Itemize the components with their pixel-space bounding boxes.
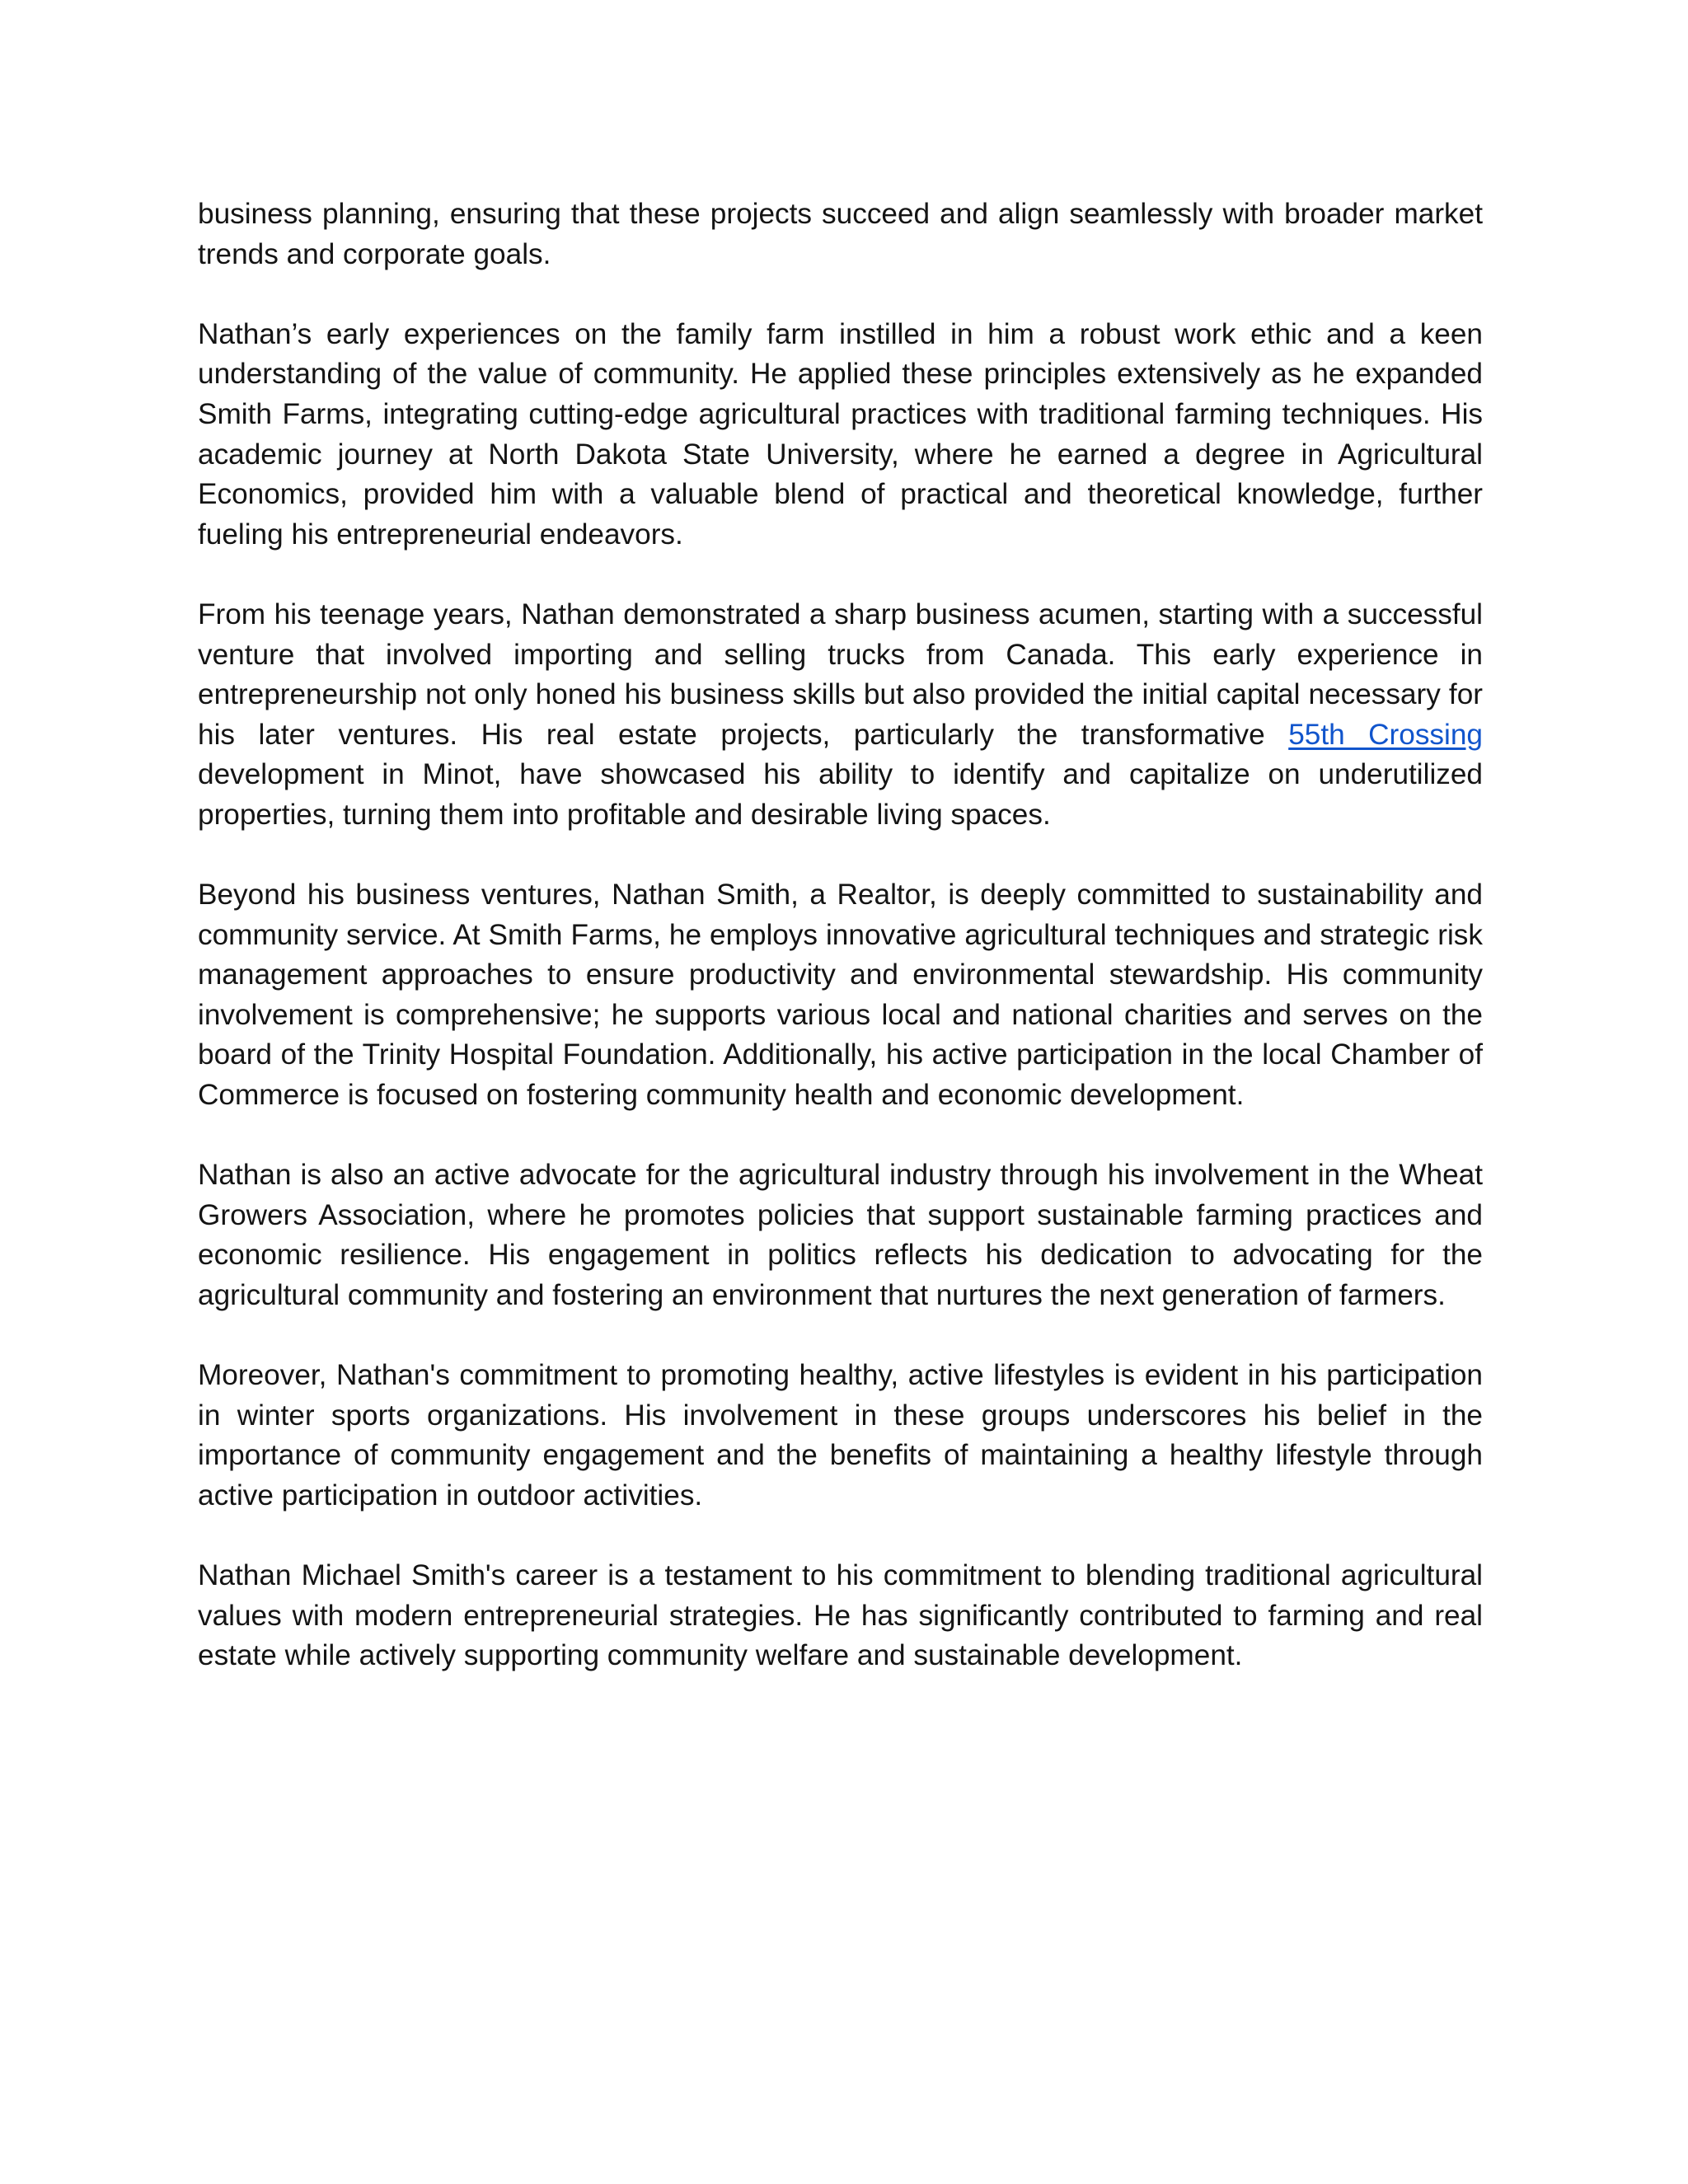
paragraph-career-summary: Nathan Michael Smith's career is a testament to his commitment to blending traditional agricultural values with modern entrepreneurial strategies. He has significantly contributed to farming and real estate while actively supporting community welfare and sustainable development. [198,1559,1483,1672]
paragraph-active-lifestyles: Moreover, Nathan's commitment to promoting healthy, active lifestyles is evident in his participation in winter sports organizations. His involvement in these groups underscores his belief in the importance of community engagement and the benefits of maintaining a healthy lifestyle through active participation in outdoor activities. [198,1359,1483,1511]
paragraph-business-acumen-text-end: development in Minot, have showcased his ability to identify and capitalize on underutilized properties, turning them into profitable and desirable living spaces. [198,758,1483,831]
paragraph-early-experiences: Nathan’s early experiences on the family farm instilled in him a robust work ethic and a keen understanding of the value of community. He applied these principles extensively as he expanded Smith Farms, integrating cutting-edge agricultural practices with traditional farming techniques. His academic journey at North Dakota State University, where he earned a degree in Agricultural Economics, provided him with a valuable blend of practical and theoretical knowledge, further fueling his entrepreneurial endeavors. [198,317,1483,551]
paragraph-sustainability-community: Beyond his business ventures, Nathan Smith, a Realtor, is deeply committed to sustainability and community service. At Smith Farms, he employs innovative agricultural techniques and strategic risk management approaches to ensure productivity and environmental stewardship. His community involvement is comprehensive; he supports various local and national charities and serves on the board of the Trinity Hospital Foundation. Additionally, his active participation in the local Chamber of Commerce is focused on fostering community health and economic development. [198,879,1483,1112]
paragraph-agricultural-advocacy: Nathan is also an active advocate for the agricultural industry through his involvement in the Wheat Growers Association, where he promotes policies that support sustainable farming practices and economic resilience. His engagement in politics reflects his dedication to advocating for the agricultural community and fostering an environment that nurtures the next generation of farmers. [198,1159,1483,1312]
paragraph-business-acumen [198,595,1483,836]
paragraph-business-planning: business planning, ensuring that these projects succeed and align seamlessly with broader market trends and corporate goals. [198,198,1483,270]
document-body [198,194,1483,1717]
55th-crossing-link[interactable]: 55th Crossing [1288,718,1483,751]
paragraph-business-acumen-text-start: From his teenage years, Nathan demonstrated a sharp business acumen, starting with a successful venture that involved importing and selling trucks from Canada. This early experience in entrepreneurship not only honed his business skills but also provided the initial capital necessary for his later ventures. His real estate projects, particularly the transformative [198,598,1483,751]
